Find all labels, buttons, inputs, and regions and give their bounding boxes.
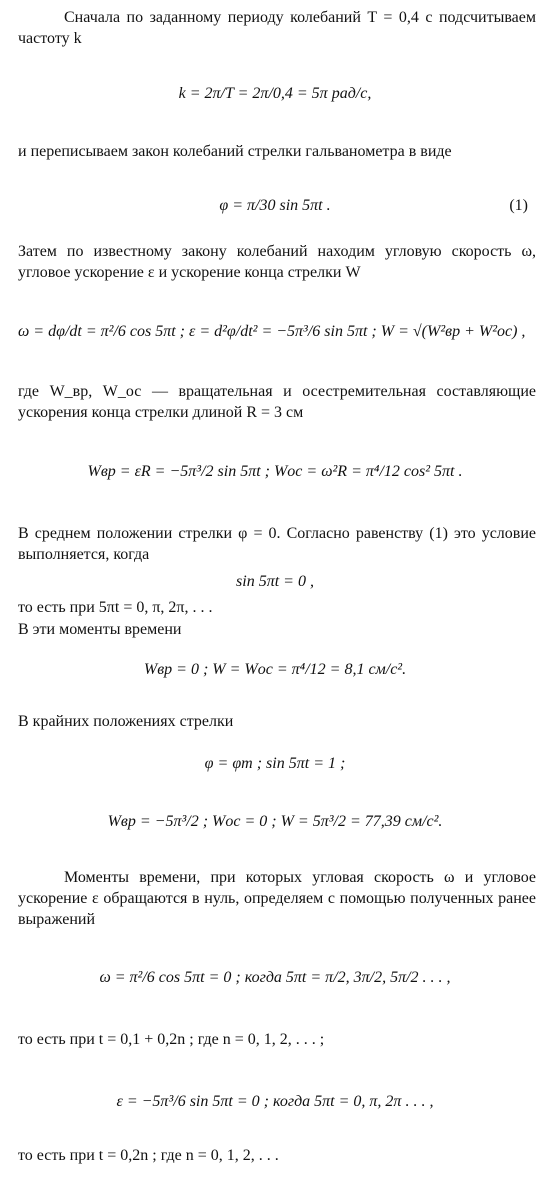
paragraph-moments: то есть при 5πt = 0, π, 2π, . . .: [18, 599, 213, 616]
equation-w-components: Wвр = εR = −5π³/2 sin 5πt ; Wос = ω²R = π⁴/12 cos² 5πt .: [87, 463, 463, 480]
equation-w-extreme: Wвр = −5π³/2 ; Wос = 0 ; W = 5π³/2 = 77,39 см/с².: [107, 813, 443, 830]
paragraph-t-eps: то есть при t = 0,2n ; где n = 0, 1, 2, . . .: [18, 1147, 279, 1164]
equation-phi: [0, 196, 550, 217]
equation-w-middle: Wвр = 0 ; W = Wос = π⁴/12 = 8,1 см/с².: [143, 661, 407, 678]
equation-frequency: k = 2π/T = 2π/0,4 = 5π рад/с,: [178, 85, 372, 102]
equation-eps-zero: ε = −5π³/6 sin 5πt = 0 ; когда 5πt = 0, π, 2π . . . ,: [116, 1093, 434, 1110]
paragraph-zero-moments: Моменты времени, при которых угловая скорость ω и угловое ускорение ε обращаются в нуль, определяем с помощью полученных ранее выражений: [18, 869, 536, 928]
paragraph-at-times: В эти моменты времени: [18, 621, 182, 638]
paragraph-t-omega: то есть при t = 0,1 + 0,2n ; где n = 0, 1, 2, . . . ;: [18, 1031, 325, 1048]
equation-number: (1): [509, 197, 528, 214]
paragraph-law: и переписываем закон колебаний стрелки гальванометра в виде: [18, 143, 452, 160]
equation-phi-max: φ = φm ; sin 5πt = 1 ;: [204, 755, 346, 772]
equation-omega-zero: ω = π²/6 cos 5πt = 0 ; когда 5πt = π/2, 3π/2, 5π/2 . . . ,: [99, 969, 451, 986]
equation-phi-body: φ = π/30 sin 5πt .: [219, 197, 331, 214]
paragraph-extreme: В крайних положениях стрелки: [18, 713, 234, 730]
paragraph-then: Затем по известному закону колебаний находим угловую скорость ω, угловое ускорение ε и ускорение конца стрелки W: [18, 243, 536, 281]
paragraph-intro: Сначала по заданному периоду колебаний T = 0,4 с подсчитываем частоту k: [18, 9, 536, 47]
equation-sin-zero: sin 5πt = 0 ,: [236, 573, 314, 590]
paragraph-components: где W_вр, W_ос — вращательная и осестремительная составляющие ускорения конца стрелки длиной R = 3 см: [18, 383, 536, 421]
paragraph-middle: В среднем положении стрелки φ = 0. Согласно равенству (1) это условие выполняется, когда: [18, 525, 536, 563]
equation-omega-eps-w: ω = dφ/dt = π²/6 cos 5πt ; ε = d²φ/dt² = −5π³/6 sin 5πt ; W = √(W²вр + W²ос) ,: [18, 323, 526, 340]
